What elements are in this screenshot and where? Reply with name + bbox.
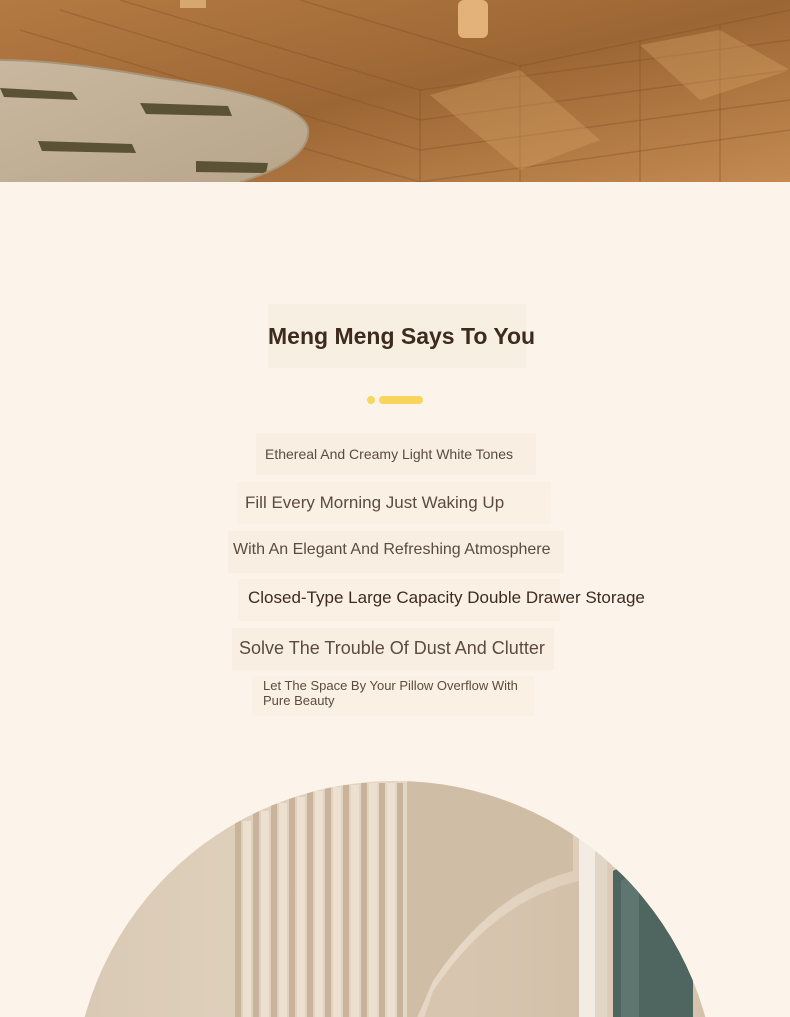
description-line: Ethereal And Creamy Light White Tones: [256, 433, 536, 475]
title-divider: [367, 396, 425, 404]
divider-bar: [379, 396, 423, 404]
description-line: Let The Space By Your Pillow Overflow With Pure Beauty: [252, 676, 534, 716]
description-line: With An Elegant And Refreshing Atmosphere: [228, 531, 564, 573]
description-line: Closed-Type Large Capacity Double Drawer Storage: [238, 579, 560, 621]
bedroom-photo: [73, 781, 717, 1017]
section-title: Meng Meng Says To You: [268, 304, 526, 368]
divider-dot: [367, 396, 375, 404]
description-line: Fill Every Morning Just Waking Up: [237, 482, 551, 524]
floor-photo: [0, 0, 790, 182]
description-line: Solve The Trouble Of Dust And Clutter: [232, 628, 554, 670]
